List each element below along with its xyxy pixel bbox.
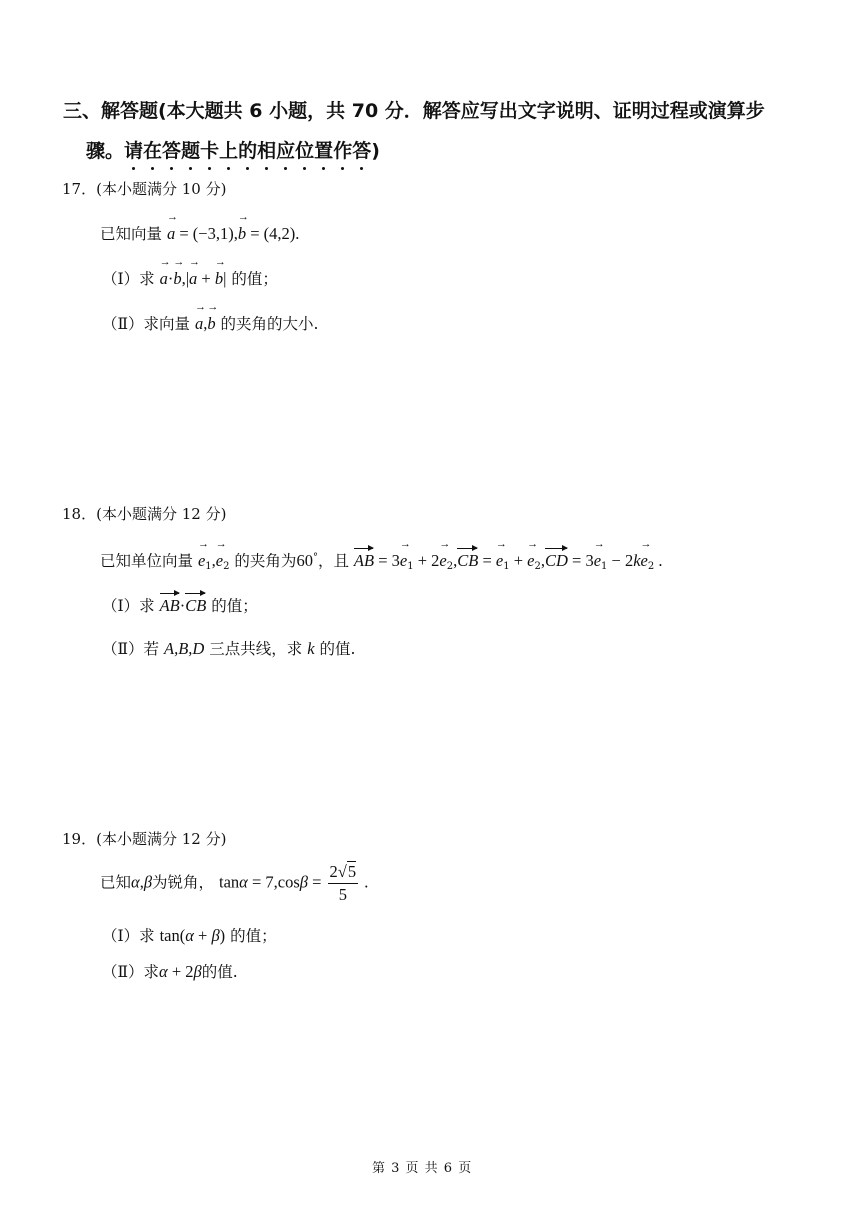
q18-header [62, 503, 226, 524]
vector-e2: → e [527, 551, 534, 571]
section-heading-suffix: ) [371, 140, 380, 162]
q18-part2 [102, 637, 355, 659]
cos-num-coef: 2 [329, 862, 338, 881]
q18-part2-mid: 三点共线，求 [209, 640, 303, 658]
q19-number: 19． [62, 830, 97, 848]
vector-a: → a [160, 269, 168, 289]
vector-e1: → e [594, 551, 601, 571]
q18-text-mid: 的夹角为 [234, 552, 297, 570]
vector-CB: CB [457, 551, 479, 570]
vector-AB: AB [159, 596, 180, 615]
q18-text-and: ，且 [317, 552, 349, 570]
vector-b: → b [215, 269, 223, 289]
vector-b: → b [207, 314, 215, 334]
q17-number: 17． [62, 180, 97, 198]
q18-part2-label: （Ⅱ）若 [102, 640, 160, 658]
vector-b: → b [173, 269, 181, 289]
vector-b-value: (4,2) [263, 224, 296, 243]
section-heading-text: 三、解答题(本大题共 6 小题，共 70 分．解答应写出文字说明、证明过程或演算步 [63, 100, 765, 122]
vector-CD: CD [544, 551, 568, 570]
emphasis-char: 置 [314, 136, 333, 163]
var-k: k [633, 551, 641, 570]
vector-e1: → e [496, 551, 503, 571]
q19-text-mid: 为锐角， [152, 873, 215, 892]
q17-part1-suffix: 的值； [231, 270, 278, 288]
emphasis-char: 的 [238, 136, 257, 163]
emphasis-char: 在 [143, 136, 162, 163]
vector-e1: → e [400, 551, 407, 571]
q17-part2: （Ⅱ）求向量 → a,→ b 的夹角的大小. [102, 312, 318, 334]
emphasis-char: 答 [162, 136, 181, 163]
emphasis-char: 作 [333, 136, 352, 163]
emphasis-char: 请 [124, 136, 143, 163]
emphasis-char: 卡 [200, 136, 219, 163]
page-footer: 第 3 页 共 6 页 [372, 1161, 473, 1176]
q19-part2-suffix: 的值. [201, 963, 238, 981]
q19-text-prefix: 已知 [100, 873, 132, 892]
vector-a: → a [189, 269, 197, 289]
cos-fraction: $\frac{2√5}{5}$ [329, 862, 357, 904]
vector-b: → b [238, 224, 246, 244]
emphasis-char: 答 [352, 136, 371, 163]
emphasis-char: 相 [257, 136, 276, 163]
q19-part1-suffix: 的值； [230, 927, 277, 945]
q17-part2-label: （Ⅱ）求向量 [102, 315, 191, 333]
section-heading-prefix: 骤。 [86, 140, 125, 162]
vector-AB: AB [353, 551, 375, 570]
var-k: k [307, 639, 315, 658]
q19-header [62, 828, 226, 849]
q17-text-prefix: 已知向量 [100, 225, 163, 243]
section-heading-line2 [86, 136, 380, 163]
q17-header [62, 178, 226, 199]
q19-statement: 已知α,β为锐角， tanα = 7,cosβ = $\frac{2√5}{5}$ . [100, 862, 369, 904]
section-heading-line1 [63, 96, 765, 123]
emphasis-char: 位 [295, 136, 314, 163]
q18-part1-label: （Ⅰ）求 [102, 597, 155, 615]
emphasis-char: 题 [181, 136, 200, 163]
angle-value: 60 [296, 551, 313, 570]
vector-e2: → e [216, 551, 223, 571]
emphasis-char: 上 [219, 136, 238, 163]
q19-part1: （Ⅰ）求 tan(α + β) 的值； [102, 926, 277, 945]
q18-part2-suffix: 的值. [319, 640, 356, 658]
q17-statement: 已知向量 → a = (−3,1),→ b = (4,2). [100, 222, 299, 244]
cos-den: 5 [338, 885, 347, 904]
q19-part2-label: （Ⅱ）求 [102, 963, 160, 981]
emphasis-char: 应 [276, 136, 295, 163]
points-ABD: A,B,D [163, 639, 205, 658]
tan-value: 7 [265, 872, 274, 892]
q18-score: (本小题满分 12 分) [96, 505, 227, 523]
vector-a-value: (−3,1) [192, 224, 234, 243]
q19-part1-label: （Ⅰ）求 [102, 927, 155, 945]
q19-score: (本小题满分 12 分) [96, 830, 227, 848]
cos-num-root: 5 [347, 862, 357, 881]
vector-a: → a [167, 224, 175, 244]
q18-part1-suffix: 的值； [211, 597, 258, 615]
q19-part2: （Ⅱ）求α + 2β的值. [102, 962, 238, 981]
vector-e2: → e [641, 551, 648, 571]
q18-number: 18． [62, 505, 97, 523]
q18-text-prefix: 已知单位向量 [100, 552, 194, 570]
vector-e1: → e [198, 551, 205, 571]
vector-e2: → e [439, 551, 446, 571]
vector-a: → a [195, 314, 203, 334]
q18-statement: 已知单位向量 → $e_1,\to e_2$ 的夹角为60°，且 AB = $3\to e_1 + 2\to e_2,CB$ = → $e_1$ + → $e_2,CD = 3\to e_1 - 2k\to e_2$ . [100, 549, 663, 572]
vector-CB: CB [185, 596, 207, 615]
q17-part1: （Ⅰ）求 → a·→ b,|→ a + → b| 的值； [102, 267, 278, 289]
q17-part2-suffix: 的夹角的大小. [220, 315, 319, 333]
q18-part1: （Ⅰ）求 AB·CB 的值； [102, 596, 258, 615]
q17-part1-label: （Ⅰ）求 [102, 270, 155, 288]
q17-score: (本小题满分 10 分) [96, 180, 227, 198]
